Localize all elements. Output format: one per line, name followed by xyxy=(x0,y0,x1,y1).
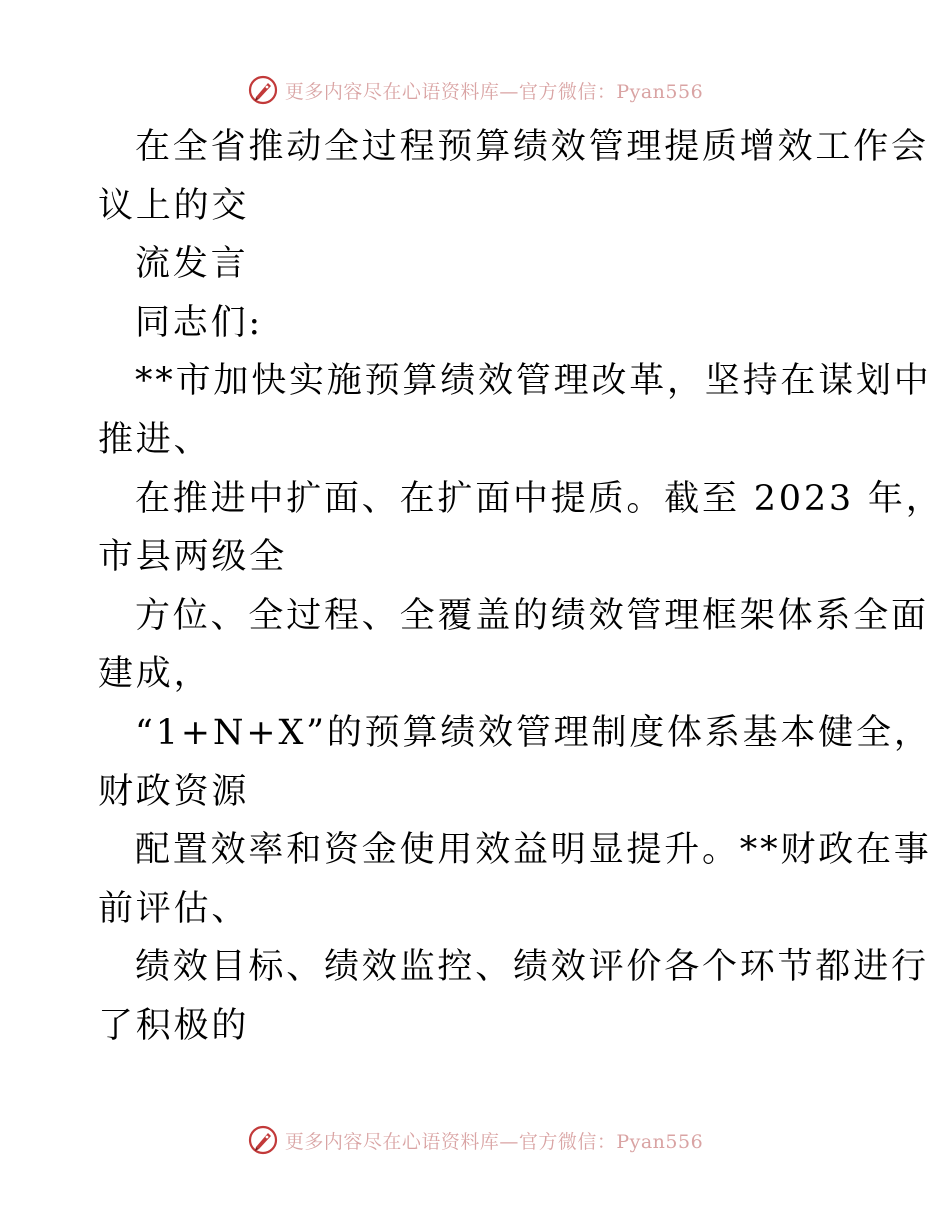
text-line: 前评估、 xyxy=(98,888,250,929)
text-line: 在全省推动全过程预算绩效管理提质增效工作会 xyxy=(135,127,929,167)
pen-logo-icon xyxy=(247,1124,279,1156)
text-line: 配置效率和资金使用效益明显提升。**财政在事 xyxy=(135,830,932,871)
text-line: **市加快实施预算绩效管理改革，坚持在谋划中 xyxy=(135,361,932,402)
text-line: 同志们: xyxy=(135,302,263,343)
header-watermark-text: 更多内容尽在心语资料库—官方微信：Pyan556 xyxy=(284,80,704,103)
footer-watermark xyxy=(0,1120,950,1160)
text-line: 了积极的 xyxy=(98,1005,250,1046)
pen-logo-icon xyxy=(247,74,279,106)
speech-body xyxy=(98,118,944,1056)
text-line: 市县两级全 xyxy=(98,537,288,578)
text-line: 推进、 xyxy=(98,419,212,460)
text-line: 建成， xyxy=(98,654,212,695)
text-line: 在推进中扩面、在扩面中提质。截至 2023 年， xyxy=(135,478,944,519)
text-line: “1+N+X”的预算绩效管理制度体系基本健全， xyxy=(135,712,932,753)
footer-watermark-text: 更多内容尽在心语资料库—官方微信：Pyan556 xyxy=(284,1130,704,1153)
text-line: 绩效目标、绩效监控、绩效评价各个环节都进行 xyxy=(135,947,929,988)
header-watermark xyxy=(0,70,950,110)
text-line: 财政资源 xyxy=(98,771,250,812)
text-line: 方位、全过程、全覆盖的绩效管理框架体系全面 xyxy=(135,595,929,636)
text-line: 议上的交 xyxy=(98,185,250,226)
text-line: 流发言 xyxy=(135,244,249,285)
